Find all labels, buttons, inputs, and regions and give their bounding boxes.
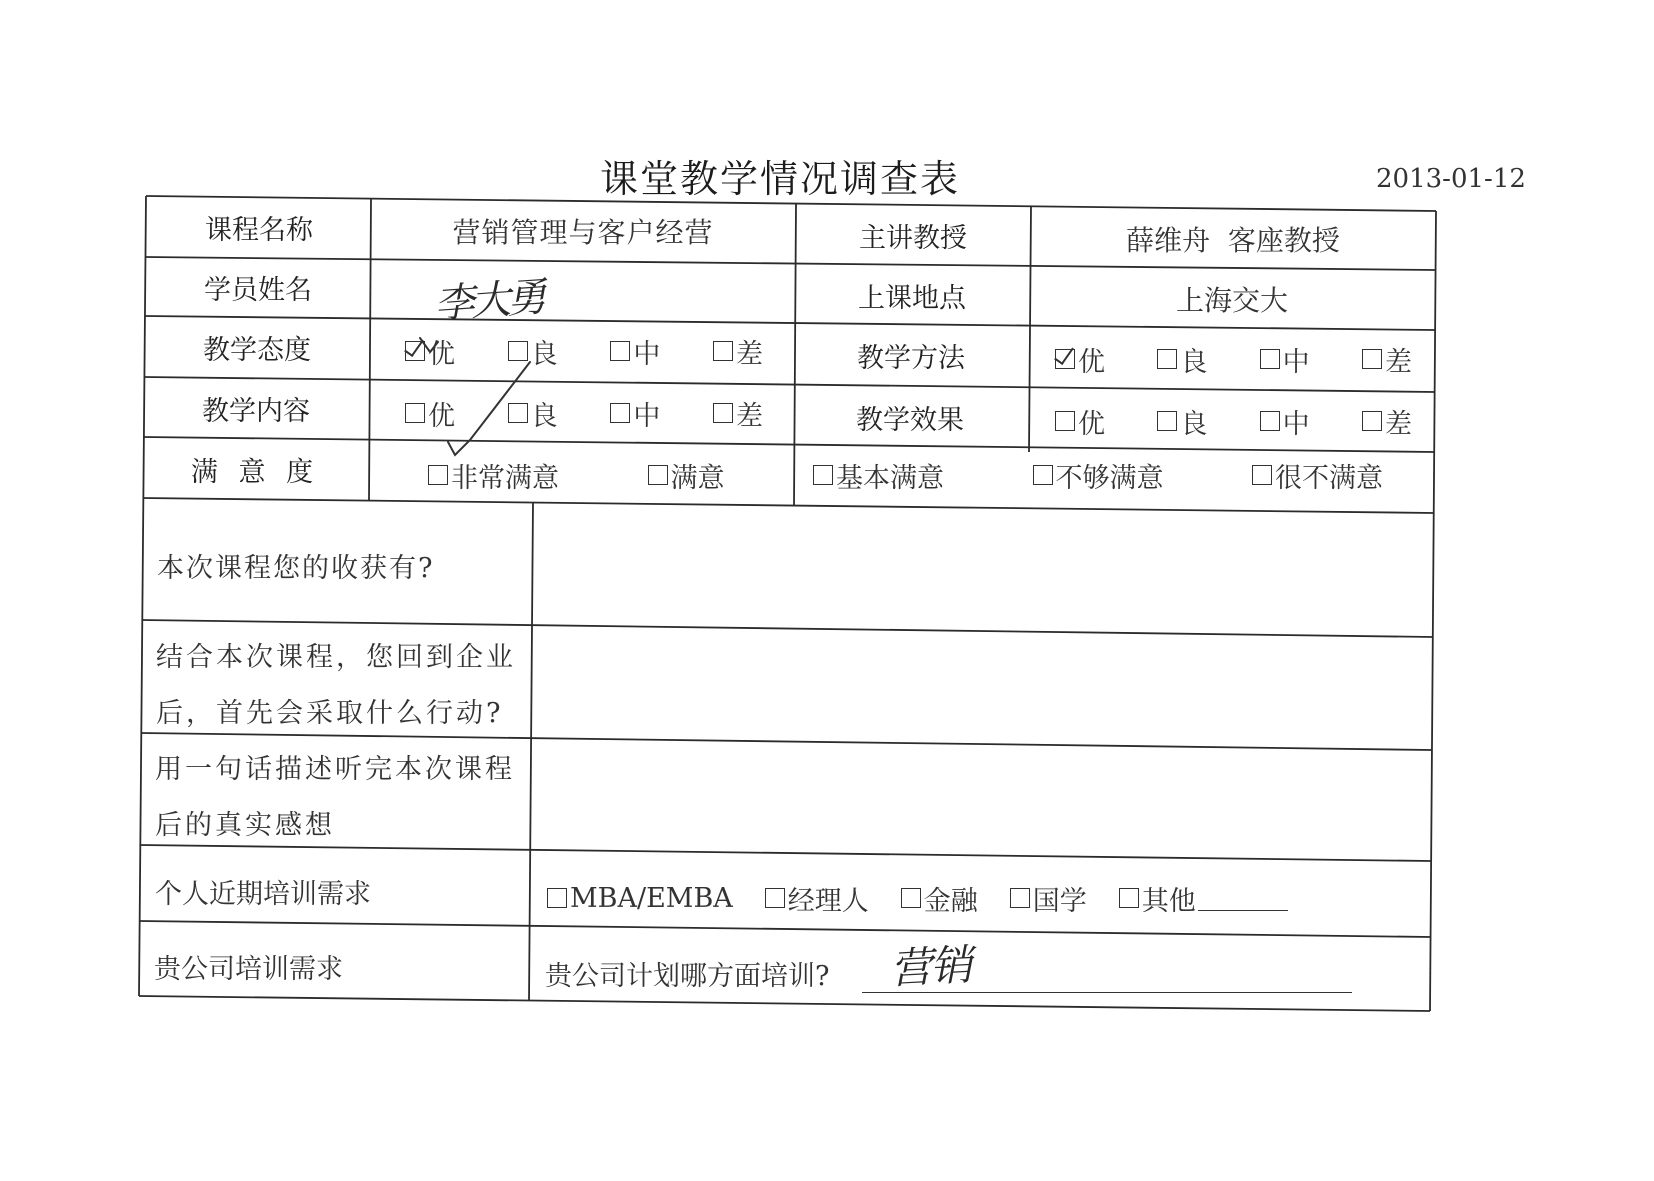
label-company-training: 贵公司培训需求 (154, 953, 343, 985)
label-teaching-method: 教学方法 (857, 342, 965, 374)
location-value: 上海交大 (1175, 284, 1288, 317)
checkbox-icon (1157, 411, 1177, 431)
teaching-method-options (1055, 330, 1430, 388)
form-date: 2013-01-12 (1376, 164, 1526, 194)
checkbox-icon (428, 465, 448, 485)
checkbox-icon (1260, 411, 1280, 431)
checkbox-icon (713, 341, 733, 361)
checkbox-icon (405, 403, 425, 423)
checkbox-icon (1033, 465, 1053, 485)
content-option-2[interactable]: 良 (508, 394, 558, 433)
content-option-1[interactable]: 优 (405, 394, 455, 433)
label-teaching-effect: 教学效果 (856, 404, 964, 436)
satisfaction-option-3[interactable]: 基本满意 (813, 456, 944, 495)
label-course-name: 课程名称 (205, 214, 313, 246)
label-feeling: 用一句话描述听完本次课程后的真实感想 (155, 754, 515, 841)
method-option-1[interactable]: 优 (1055, 340, 1105, 379)
label-location: 上课地点 (858, 282, 966, 314)
checkbox-icon (901, 888, 921, 908)
student-name-signature: 李大勇 (432, 273, 544, 328)
effect-option-1[interactable]: 优 (1055, 402, 1105, 441)
teaching-content-options (405, 384, 795, 442)
checkbox-icon (547, 888, 567, 908)
checkbox-icon (610, 341, 630, 361)
gains-answer-area[interactable] (535, 510, 1430, 628)
checked-box-icon (1055, 349, 1075, 369)
content-option-4[interactable]: 差 (713, 394, 763, 433)
effect-option-2[interactable]: 良 (1157, 402, 1207, 441)
checkbox-icon (765, 888, 785, 908)
label-teaching-attitude: 教学态度 (203, 334, 311, 366)
label-teaching-content: 教学内容 (202, 395, 310, 427)
other-fill-line[interactable] (1198, 886, 1288, 911)
professor-value: 薛维舟 客座教授 (1126, 224, 1340, 257)
checkbox-icon (713, 403, 733, 423)
label-personal-training: 个人近期培训需求 (155, 878, 371, 910)
training-option-2[interactable]: 经理人 (765, 879, 869, 918)
checkbox-icon (1055, 411, 1075, 431)
label-professor: 主讲教授 (859, 222, 967, 254)
method-option-3[interactable]: 中 (1260, 340, 1310, 379)
label-satisfaction: 满 意 度 (190, 456, 320, 488)
feeling-answer-area[interactable] (533, 748, 1428, 856)
checkbox-icon (1157, 349, 1177, 369)
checkbox-icon (813, 465, 833, 485)
label-student-name: 学员姓名 (204, 274, 312, 306)
attitude-option-2[interactable]: 良 (508, 332, 558, 371)
course-name-value: 营销管理与客户经营 (452, 216, 714, 249)
label-gains: 本次课程您的收获有? (157, 552, 435, 584)
checkbox-icon (1252, 465, 1272, 485)
satisfaction-option-2[interactable]: 满意 (648, 456, 725, 495)
form-title: 课堂教学情况调查表 (600, 157, 961, 201)
satisfaction-option-5[interactable]: 很不满意 (1252, 456, 1383, 495)
method-option-4[interactable]: 差 (1362, 340, 1412, 379)
personal-training-options (547, 860, 1287, 936)
checkbox-icon (610, 403, 630, 423)
attitude-option-1[interactable]: 优 (405, 332, 455, 371)
checkbox-icon (1362, 411, 1382, 431)
checkbox-icon (1260, 349, 1280, 369)
company-training-question: 贵公司计划哪方面培训? (545, 960, 830, 992)
checkbox-icon (508, 341, 528, 361)
training-option-1[interactable]: MBA/EMBA (547, 883, 733, 914)
attitude-option-4[interactable]: 差 (713, 332, 763, 371)
checkbox-icon (1010, 888, 1030, 908)
action-answer-area[interactable] (534, 636, 1429, 744)
effect-option-3[interactable]: 中 (1260, 402, 1310, 441)
teaching-effect-options (1055, 392, 1430, 450)
checkbox-icon (508, 403, 528, 423)
label-action: 结合本次课程，您回到企业后，首先会采取什么行动? (156, 642, 516, 729)
checkbox-icon (648, 465, 668, 485)
training-option-5[interactable]: 其他 (1119, 879, 1288, 918)
company-training-answer[interactable]: 营销 (888, 940, 972, 994)
checked-box-icon (405, 341, 425, 361)
satisfaction-option-4[interactable]: 不够满意 (1033, 456, 1164, 495)
training-option-4[interactable]: 国学 (1010, 879, 1087, 918)
content-option-3[interactable]: 中 (610, 394, 660, 433)
checkbox-icon (1119, 888, 1139, 908)
method-option-2[interactable]: 良 (1157, 340, 1207, 379)
effect-option-4[interactable]: 差 (1362, 402, 1412, 441)
satisfaction-options (428, 446, 1383, 504)
checkbox-icon (1362, 349, 1382, 369)
teaching-attitude-options (405, 322, 795, 380)
attitude-option-3[interactable]: 中 (610, 332, 660, 371)
training-option-3[interactable]: 金融 (901, 879, 978, 918)
satisfaction-option-1[interactable]: 非常满意 (428, 456, 559, 495)
